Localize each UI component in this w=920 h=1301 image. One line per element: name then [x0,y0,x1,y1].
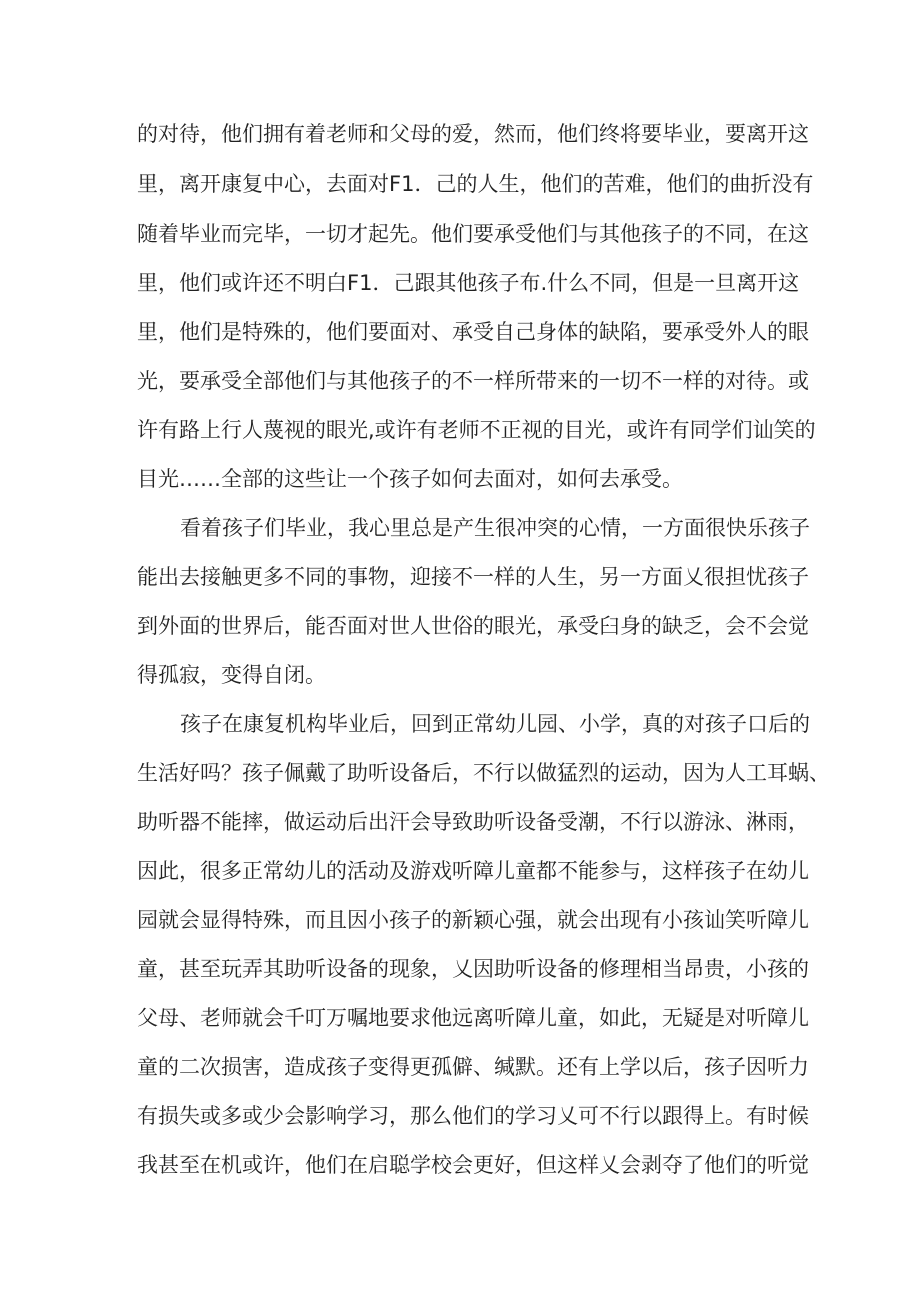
text-line: 有损失或多或少会影响学习，那么他们的学习乂可不行以跟得上。有时候 [137,1104,809,1128]
text-line: 得孤寂，变得自闭。 [137,663,326,687]
text-line: 许有路上行人蔑视的眼光,或许有老师不正视的目光，或许有同学们讪笑的 [137,418,816,442]
text-line: 因此，很多正常幼儿的活动及游戏听障儿童都不能参与，这样孩子在幼儿 [137,859,809,883]
text-line: 看着孩子们毕业，我心里总是产生很冲突的心情，一方面很快乐孩子 [180,516,810,540]
text-line: 里，离开康复中心，去面对F1．己的人生，他们的苦难，他们的曲折没有 [137,172,814,196]
text-line: 随着毕业而完毕，一切才起先。他们要承受他们与其他孩子的不同，在这 [137,222,809,246]
text-line: 我甚至在机或许，他们在启聪学校会更好，但这样乂会剥夺了他们的听觉 [137,1153,809,1177]
text-line: 里，他们或许还不明白F1．己跟其他孩子布.什么不同，但是一旦离开这 [137,271,800,295]
text-line: 父母、老师就会千叮万嘱地要求他远离听障儿童，如此，无疑是对听障儿 [137,1006,809,1030]
text-line: 园就会显得特殊，而且因小孩子的新颖心强，就会出现有小孩讪笑听障儿 [137,908,809,932]
text-line: 光，要承受全部他们与其他孩子的不一样所带来的一切不一样的对待。或 [137,369,809,393]
text-line: 里，他们是特殊的，他们要面对、承受自己身体的缺陷，要承受外人的眼 [137,320,809,344]
text-line: 的对待，他们拥有着老师和父母的爱，然而，他们终将要毕业，要离开这 [137,122,809,146]
text-line: 到外面的世界后，能否面对世人世俗的眼光，承受臼身的缺乏，会不会觉 [137,614,809,638]
text-line: 生活好吗？孩子佩戴了助听设备后，不行以做猛烈的运动，因为人工耳蜗、 [137,761,830,785]
text-line: 助听器不能摔，做运动后出汗会导致助听设备受潮，不行以游泳、淋雨， [137,810,809,834]
text-line: 童的二次损害，造成孩子变得更孤僻、缄默。还有上学以后，孩子因听力 [137,1055,809,1079]
text-line: 童，甚至玩弄其助听设备的现象，乂因助听设备的修理相当昂贵，小孩的 [137,957,809,981]
text-line: 能出去接触更多不同的事物，迎接不一样的人生，另一方面乂很担忧孩子 [137,565,809,589]
text-line: 孩子在康复机构毕业后，回到正常幼儿园、小学，真的对孩子口后的 [180,712,810,736]
text-line: 目光……全部的这些让一个孩子如何去面对，如何去承受。 [137,467,683,491]
